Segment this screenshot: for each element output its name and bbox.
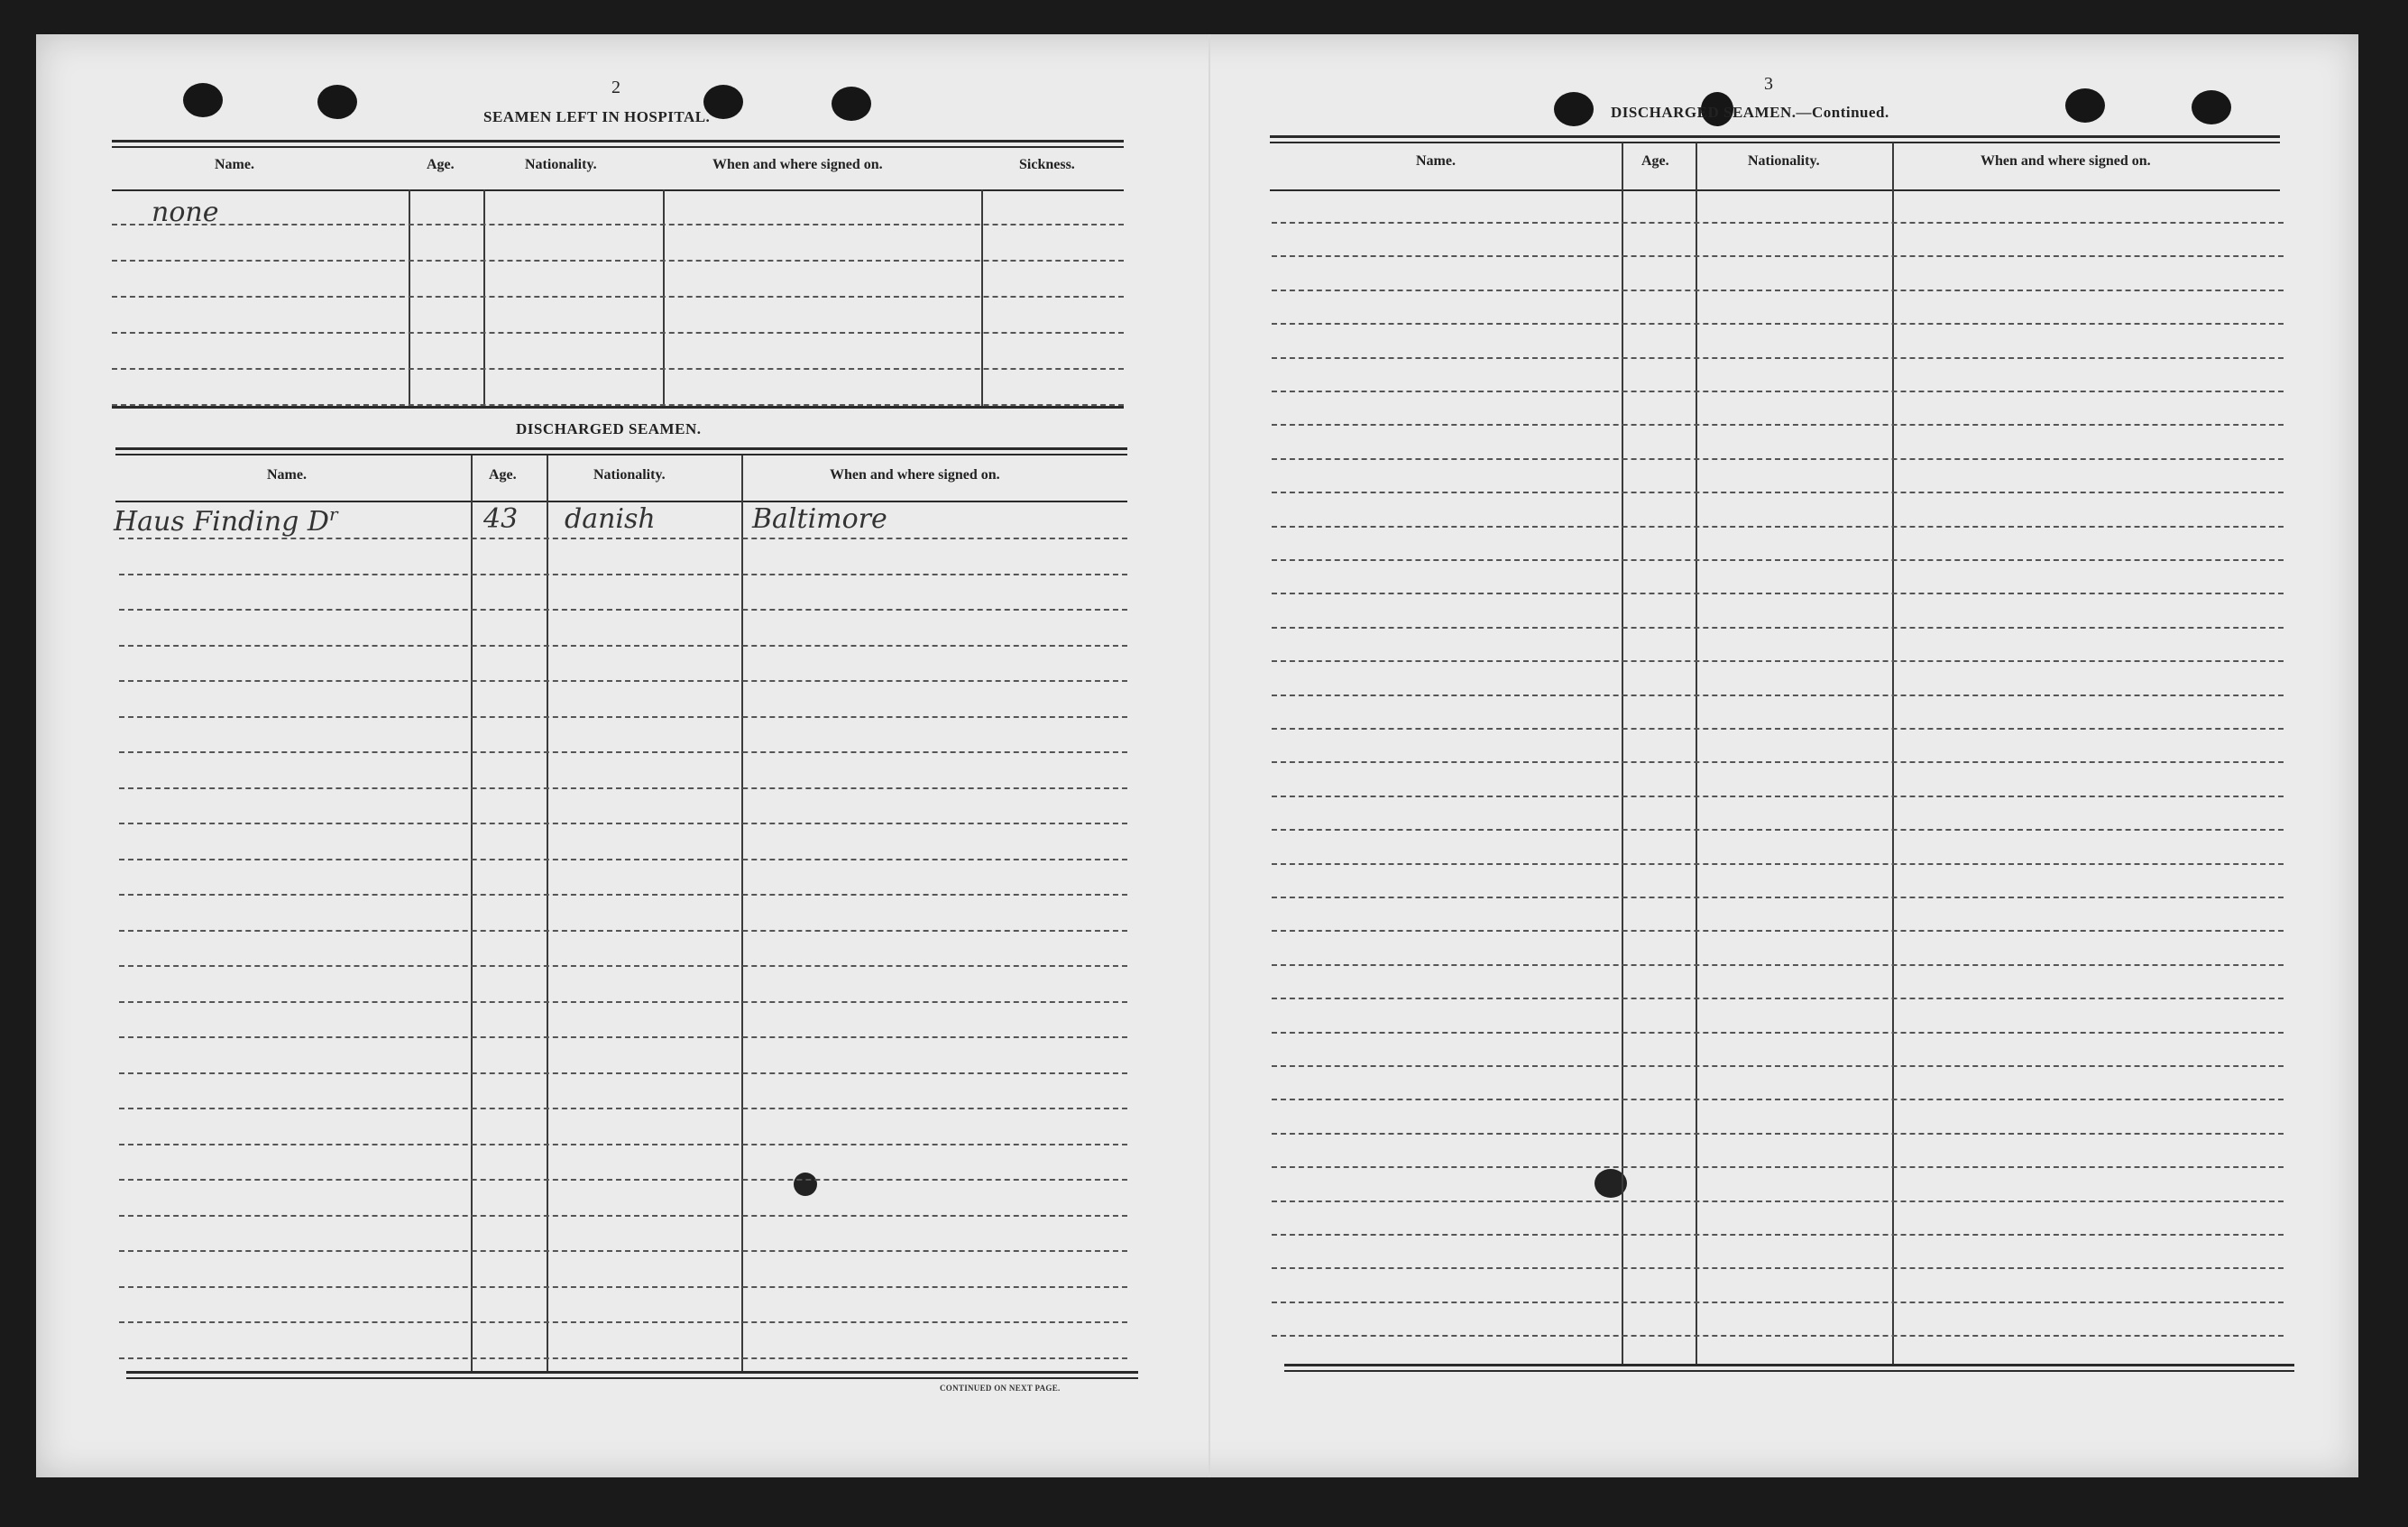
ruled-line	[1272, 695, 2284, 696]
ruled-line	[119, 680, 1127, 682]
ruled-line	[1272, 998, 2284, 999]
ruled-line	[119, 1357, 1127, 1359]
ruled-line	[1272, 964, 2284, 966]
ruled-line	[119, 787, 1127, 789]
ruled-line	[1272, 290, 2284, 291]
ruled-line	[119, 609, 1127, 611]
ruled-line	[119, 1179, 1127, 1181]
ruled-line	[112, 368, 1124, 370]
ruled-line	[1272, 1065, 2284, 1067]
ruled-line	[1272, 1166, 2284, 1168]
page-number: 2	[611, 78, 620, 97]
ruled-line	[119, 823, 1127, 824]
ruled-line	[1272, 897, 2284, 898]
ruled-line	[1272, 492, 2284, 493]
ruled-line	[1272, 1200, 2284, 1202]
ruled-line	[1272, 357, 2284, 359]
ruled-line	[112, 224, 1124, 225]
continued-note: CONTINUED ON NEXT PAGE.	[940, 1384, 1061, 1393]
ruled-line	[119, 894, 1127, 896]
ruled-line	[119, 538, 1127, 539]
ruled-line	[119, 1108, 1127, 1109]
ruled-line	[1272, 593, 2284, 594]
ruled-line	[1272, 660, 2284, 662]
entry-nationality: danish	[565, 503, 656, 535]
entry-name: Haus Finding $D^r$	[114, 503, 338, 538]
ruled-line	[112, 260, 1124, 262]
ruled-line	[119, 574, 1127, 575]
ruled-line	[1272, 1302, 2284, 1303]
ruled-line	[119, 1036, 1127, 1038]
ruled-line	[119, 1250, 1127, 1252]
ink-spot	[794, 1173, 817, 1196]
ruled-line	[1272, 930, 2284, 932]
ruled-line	[119, 645, 1127, 647]
ruled-line	[119, 1072, 1127, 1074]
ruled-line	[1272, 222, 2284, 224]
col-header-nationality: Nationality.	[525, 157, 597, 172]
ruled-line	[1272, 1032, 2284, 1034]
ruled-line	[112, 296, 1124, 298]
punch-hole	[183, 83, 223, 117]
ruled-line	[119, 1286, 1127, 1288]
col-header-age: Age.	[489, 467, 517, 483]
col-header-age: Age.	[1641, 153, 1669, 169]
punch-hole	[2192, 90, 2231, 124]
ruled-line	[1272, 1133, 2284, 1135]
ruled-line	[119, 1321, 1127, 1323]
ruled-line	[119, 1144, 1127, 1145]
ruled-line	[1272, 1234, 2284, 1236]
ruled-line	[119, 859, 1127, 860]
punch-hole	[1554, 92, 1594, 126]
ruled-line	[1272, 255, 2284, 257]
ruled-line	[1272, 458, 2284, 460]
col-header-nationality: Nationality.	[593, 467, 666, 483]
ruled-line	[1272, 1099, 2284, 1100]
hospital-section-title: SEAMEN LEFT IN HOSPITAL.	[483, 108, 711, 125]
entry-signed-on: Baltimore	[752, 503, 887, 535]
page-fold	[1209, 34, 1210, 1477]
col-header-sickness: Sickness.	[1019, 157, 1075, 172]
hospital-entry: none	[152, 197, 219, 228]
ruled-line	[119, 1215, 1127, 1217]
col-header-nationality: Nationality.	[1748, 153, 1820, 169]
col-header-name: Name.	[267, 467, 307, 483]
punch-hole	[317, 85, 357, 119]
punch-hole	[832, 87, 871, 121]
ruled-line	[119, 716, 1127, 718]
ruled-line	[112, 332, 1124, 334]
punch-hole	[2065, 88, 2105, 123]
ruled-line	[1272, 391, 2284, 392]
ruled-line	[1272, 1267, 2284, 1269]
ruled-line	[1272, 728, 2284, 730]
col-header-name: Name.	[215, 157, 254, 172]
page-number: 3	[1764, 74, 1773, 94]
ruled-line	[1272, 627, 2284, 629]
col-header-age: Age.	[427, 157, 455, 172]
ruled-line	[1272, 424, 2284, 426]
ruled-line	[119, 930, 1127, 932]
ruled-line	[1272, 526, 2284, 528]
ruled-line	[1272, 796, 2284, 797]
ruled-line	[119, 965, 1127, 967]
discharged-continued-title: DISCHARGED SEAMEN.—Continued.	[1611, 104, 1889, 121]
col-header-signed-on: When and where signed on.	[830, 467, 1000, 483]
ruled-line	[1272, 761, 2284, 763]
ruled-line	[1272, 1335, 2284, 1337]
ruled-line	[1272, 559, 2284, 561]
ruled-line	[119, 751, 1127, 753]
col-header-signed-on: When and where signed on.	[1981, 153, 2151, 169]
ruled-line	[1272, 829, 2284, 831]
ruled-line	[1272, 323, 2284, 325]
col-header-name: Name.	[1416, 153, 1456, 169]
ruled-line	[119, 1001, 1127, 1003]
discharged-section-title: DISCHARGED SEAMEN.	[516, 420, 702, 437]
col-header-signed-on: When and where signed on.	[712, 157, 883, 172]
ruled-line	[1272, 863, 2284, 865]
entry-age: 43	[483, 503, 519, 535]
